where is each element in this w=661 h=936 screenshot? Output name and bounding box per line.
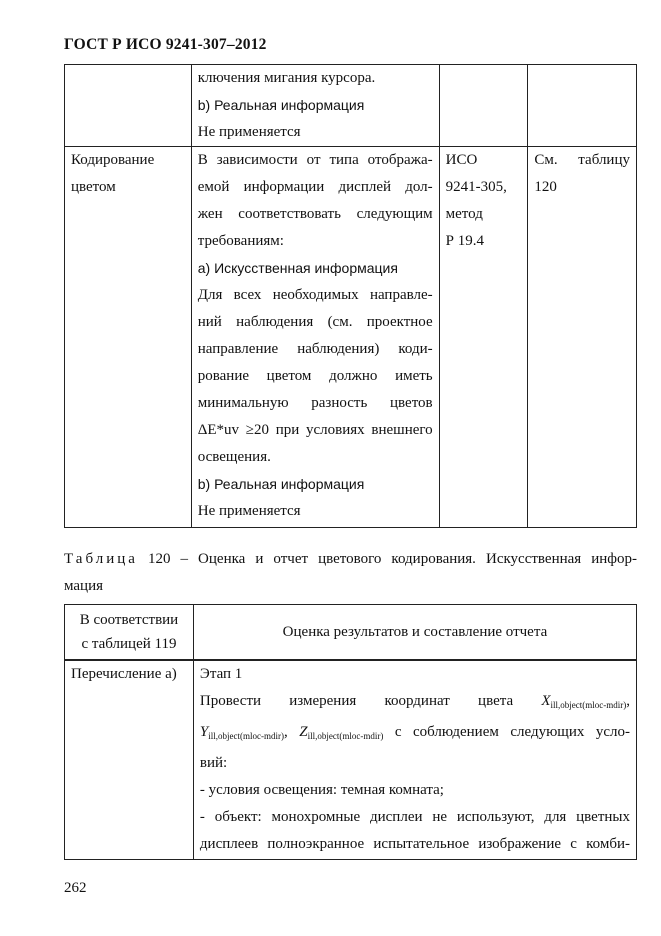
table-row xyxy=(65,660,637,860)
cell-line: b) Реальная информация xyxy=(197,476,365,492)
cell-line: ИСО xyxy=(445,152,478,168)
requirements-table-continued xyxy=(64,64,637,528)
caption-label: Таблица xyxy=(64,551,138,567)
caption-text: 120 – Оценка и отчет цветового кодирования. Искусственная инфор- xyxy=(147,551,637,567)
document-header: ГОСТ Р ИСО 9241-307–2012 xyxy=(64,36,267,53)
page-number: 262 xyxy=(64,880,87,896)
color-coding-evaluation-table xyxy=(64,604,637,860)
cell-line: ний наблюдения (см. проектное xyxy=(197,314,433,330)
header-line: с таблицей 119 xyxy=(81,636,177,652)
table-header-cell xyxy=(65,605,194,661)
table-cell xyxy=(65,660,194,860)
cell-line: ключения мигания курсора. xyxy=(197,70,376,86)
header-line: В соответствии xyxy=(79,612,179,628)
stage-label: Этап 1 xyxy=(199,666,243,682)
table-header-cell xyxy=(193,605,636,661)
cell-line: $Y_{ill,object(mloc-mdir)}$, $Z_{ill,object(mloc-mdir)}$ с соблюдением следующих усло- xyxy=(199,724,631,741)
table-cell xyxy=(191,65,439,147)
cell-line: вий: xyxy=(199,755,228,771)
cell-line: жен соответствовать следующим xyxy=(197,206,433,222)
header-line: Оценка результатов и составление отчета xyxy=(282,623,548,640)
cell-line: Не применяется xyxy=(197,503,301,519)
table-cell xyxy=(65,147,192,528)
cell-line: Кодирование xyxy=(71,152,155,168)
cell-line: 9241-305, xyxy=(445,179,507,195)
table-cell xyxy=(439,65,528,147)
cell-line: емой информации дисплей дол- xyxy=(197,179,433,195)
cell-line: цветом xyxy=(71,179,116,195)
cell-line: - условия освещения: темная комната; xyxy=(199,782,444,798)
cell-line: Для всех необходимых направле- xyxy=(197,287,433,303)
cell-line: См. таблицу xyxy=(534,152,630,168)
cell-line: b) Реальная информация xyxy=(197,97,365,113)
table-cell xyxy=(528,147,637,528)
table-cell xyxy=(193,660,636,860)
cell-line: рование цветом должно иметь xyxy=(197,368,433,384)
cell-line: требованиям: xyxy=(197,233,284,249)
cell-line: освещения. xyxy=(197,449,271,465)
table-header-row xyxy=(65,605,637,661)
cell-line: a) Искусственная информация xyxy=(197,260,398,276)
table-caption xyxy=(64,546,637,600)
cell-line: - объект: монохромные дисплеи не используют, для цветных xyxy=(199,809,630,825)
table-cell xyxy=(65,65,192,147)
cell-line: дисплеев полноэкранное испытательное изображение с комби- xyxy=(199,836,630,852)
cell-line: Провести измерения координат цвета $X_{ill,object(mloc-mdir)}$, xyxy=(199,693,631,710)
cell-line: Не применяется xyxy=(197,124,301,140)
cell-line: ΔE*uv ≥20 при условиях внешнего xyxy=(197,422,433,438)
caption-text-continued: мация xyxy=(64,578,104,594)
cell-line: метод xyxy=(445,206,483,222)
table-row xyxy=(65,147,637,528)
cell-line: направление наблюдения) коди- xyxy=(197,341,433,357)
cell-line: 120 xyxy=(534,179,557,195)
table-cell xyxy=(191,147,439,528)
table-row xyxy=(65,65,637,147)
cell-line: Перечисление a) xyxy=(71,666,177,682)
table-cell xyxy=(439,147,528,528)
cell-line: Р 19.4 xyxy=(445,233,484,249)
cell-line: В зависимости от типа отобража- xyxy=(197,152,433,168)
table-cell xyxy=(528,65,637,147)
cell-line: минимальную разность цветов xyxy=(197,395,433,411)
